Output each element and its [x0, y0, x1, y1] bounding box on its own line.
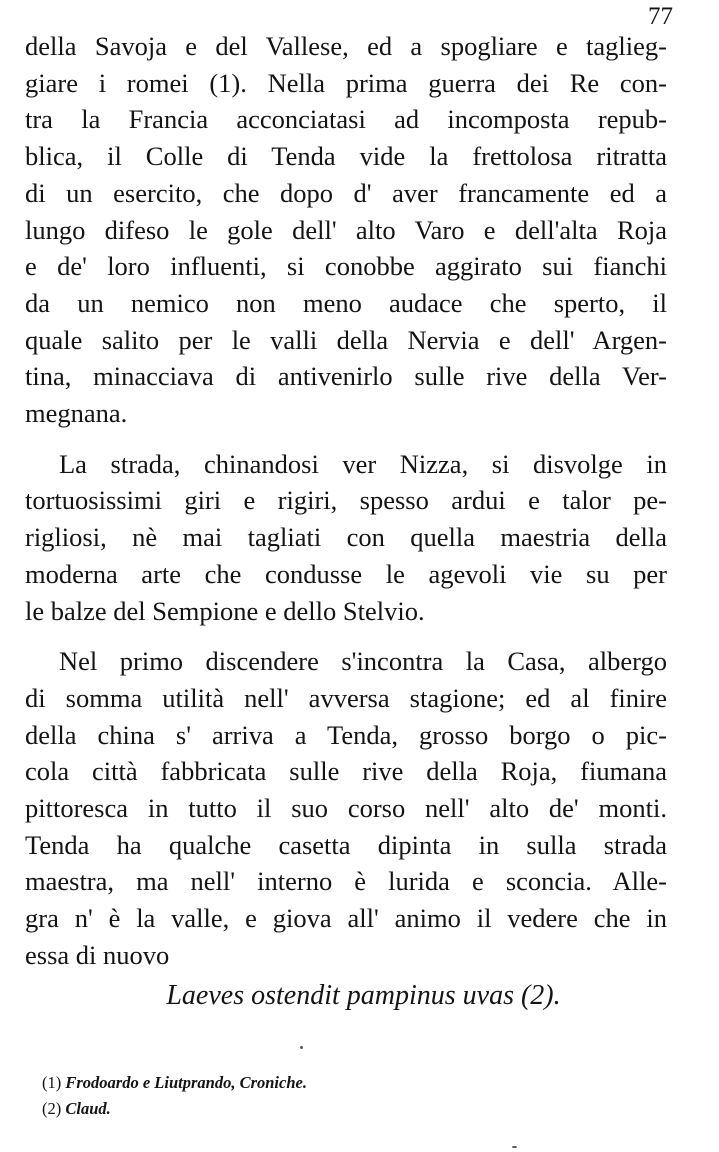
text-line: e de' loro influenti, si conobbe aggirato sui fianchi: [25, 251, 667, 282]
text-line: La strada, chinandosi ver Nizza, si disvolge in: [59, 448, 667, 479]
text-line: quale salito per le valli della Nervia e dell' Argen-: [25, 324, 667, 355]
text-line: megnana.: [25, 398, 128, 429]
footnote-1: [42, 1070, 307, 1096]
footnote-marker: (1): [42, 1073, 62, 1092]
text-line: da un nemico non meno audace che sperto, il: [25, 287, 667, 318]
footnote-text: Frodoardo e Liutprando, Croniche.: [65, 1073, 307, 1092]
text-line: gra n' è la valle, e giova all' animo il vedere che in: [25, 903, 667, 934]
text-line: Nel primo discendere s'incontra la Casa, albergo: [59, 646, 667, 677]
text-line: tortuosissimi giri e rigiri, spesso ardui e talor pe-: [25, 485, 667, 516]
text-line: della china s' arriva a Tenda, grosso borgo o pic-: [25, 719, 667, 750]
text-line: di somma utilità nell' avversa stagione; ed al finire: [25, 682, 667, 713]
text-line: moderna arte che condusse le agevoli vie su per: [25, 558, 667, 589]
text-line: Tenda ha qualche casetta dipinta in sulla strada: [25, 829, 667, 860]
paragraph-gap: [25, 629, 667, 643]
footnote-2: [42, 1096, 307, 1122]
text-line: di un esercito, che dopo d' aver francamente ed a: [25, 177, 667, 208]
ink-speck: [512, 1146, 517, 1148]
footnote-marker: (2): [42, 1099, 62, 1118]
text-line: tra la Francia acconciatasi ad incomposta repub-: [25, 104, 667, 135]
text-line: maestra, ma nell' interno è lurida e sconcia. Alle-: [25, 866, 667, 897]
body-text: [25, 28, 667, 974]
page-number: 77: [648, 3, 673, 30]
text-line: pittoresca in tutto il suo corso nell' alto de' monti.: [25, 793, 667, 824]
ink-speck: [300, 1046, 303, 1049]
text-line: della Savoja e del Vallese, ed a spogliare e taglieg-: [25, 31, 667, 61]
text-line: giare i romei (1). Nella prima guerra dei Re con-: [25, 67, 667, 98]
latin-quotation: Laeves ostendit pampinus uvas (2).: [166, 980, 561, 1011]
text-line: essa di nuovo: [25, 939, 170, 970]
text-line: lungo difeso le gole dell' alto Varo e dell'alta Roja: [25, 214, 667, 245]
paragraph-2: [25, 446, 667, 630]
paragraph-gap: [25, 432, 667, 446]
footnotes: [42, 1070, 307, 1122]
paragraph-1: [25, 28, 667, 432]
text-line: rigliosi, nè mai tagliati con quella maestria della: [25, 522, 667, 553]
text-line: le balze del Sempione e dello Stelvio.: [25, 595, 425, 626]
text-line: cola città fabbricata sulle rive della Roja, fiumana: [25, 756, 667, 787]
text-line: blica, il Colle di Tenda vide la frettolosa ritratta: [25, 141, 667, 172]
paragraph-3: [25, 643, 667, 973]
text-line: tina, minacciava di antivenirlo sulle rive della Ver-: [25, 361, 667, 392]
footnote-text: Claud.: [65, 1099, 111, 1118]
